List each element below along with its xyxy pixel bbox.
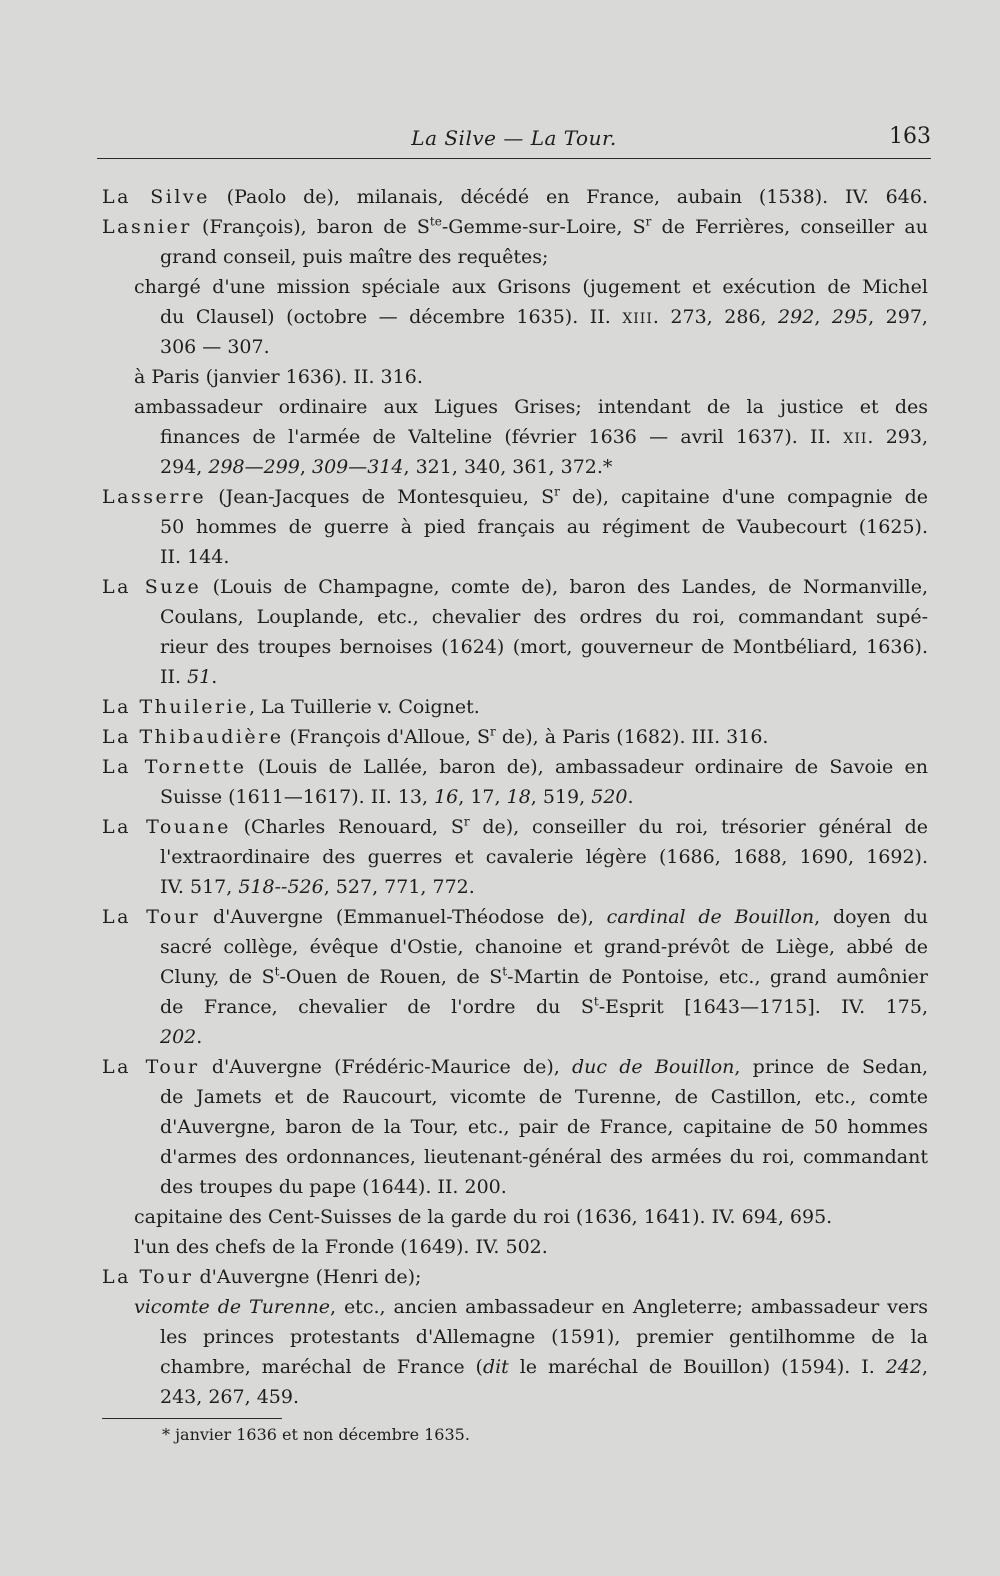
text-span: chambre, maréchal de France ( bbox=[160, 1356, 483, 1378]
text-span: 520 bbox=[591, 786, 628, 808]
text-line bbox=[102, 272, 928, 302]
text-span: IV. 517, bbox=[160, 876, 239, 898]
entry-headword: La Tour bbox=[102, 906, 201, 928]
text-span: cardinal de Bouillon bbox=[606, 906, 815, 928]
text-span: -Martin de Pontoise, etc., grand aumônier bbox=[507, 966, 928, 988]
text-span: II. bbox=[160, 666, 188, 688]
text-line bbox=[102, 962, 928, 992]
text-span: (Jean-Jacques de Montesquieu, S bbox=[206, 486, 555, 508]
text-span: sacré collège, évêque d'Ostie, chanoine et grand-prévôt de Liège, abbé de bbox=[160, 936, 928, 958]
text-span: 18 bbox=[506, 786, 531, 808]
text-line bbox=[102, 182, 928, 212]
text-line bbox=[102, 902, 928, 932]
superscript: r bbox=[645, 214, 652, 229]
text-span: 309—314 bbox=[311, 456, 404, 478]
text-span: (Louis de Lallée, baron de), ambassadeur ordinaire de Savoie en bbox=[246, 756, 928, 778]
text-line bbox=[102, 242, 928, 272]
text-span: . bbox=[211, 666, 218, 688]
text-line bbox=[102, 842, 928, 872]
text-span: , prince de Sedan, bbox=[734, 1056, 928, 1078]
text-span: l'extraordinaire des guerres et cavalerie légère (1686, 1688, 1690, 1692). bbox=[160, 846, 928, 868]
footnote-rule bbox=[102, 1418, 282, 1419]
page-number: 163 bbox=[889, 124, 931, 149]
text-line bbox=[102, 1142, 928, 1172]
text-span: . 273, 286, bbox=[652, 306, 779, 328]
text-line bbox=[102, 212, 928, 242]
text-line bbox=[102, 722, 928, 752]
text-line bbox=[102, 992, 928, 1022]
text-span: de France, chevalier de l'ordre du S bbox=[160, 996, 594, 1018]
text-span: finances de l'armée de Valteline (février 1636 — avril 1637). II. bbox=[160, 426, 844, 448]
text-span: 243, 267, 459. bbox=[160, 1386, 299, 1408]
text-line bbox=[102, 1202, 928, 1232]
text-span: capitaine des Cent-Suisses de la garde du roi (1636, 1641). IV. 694, 695. bbox=[134, 1206, 833, 1228]
text-line bbox=[102, 332, 928, 362]
text-span: 294, bbox=[160, 456, 209, 478]
text-span: de Ferrières, conseiller au bbox=[651, 216, 928, 238]
text-span: d'Auvergne (Frédéric-Maurice de), bbox=[199, 1056, 572, 1078]
text-span: de), conseiller du roi, trésorier général de bbox=[469, 816, 928, 838]
text-span: Coulans, Louplande, etc., chevalier des ordres du roi, commandant supé- bbox=[160, 606, 928, 628]
text-span: , La Tuillerie v. Coignet. bbox=[248, 696, 480, 718]
text-span: -Ouen de Rouen, de S bbox=[279, 966, 503, 988]
text-line bbox=[102, 632, 928, 662]
text-line bbox=[102, 1382, 928, 1412]
text-line bbox=[102, 1322, 928, 1352]
text-line bbox=[102, 782, 928, 812]
text-line bbox=[102, 1262, 928, 1292]
text-span: 298—299 bbox=[208, 456, 300, 478]
text-span: l'un des chefs de la Fronde (1649). IV. 502. bbox=[134, 1236, 548, 1258]
text-span: 518--526 bbox=[238, 876, 324, 898]
text-line bbox=[102, 692, 928, 722]
text-span: , 297, bbox=[868, 306, 928, 328]
text-span: (Charles Renouard, S bbox=[230, 816, 464, 838]
text-line bbox=[102, 1052, 928, 1082]
text-span: . bbox=[627, 786, 634, 808]
text-span: vicomte de Turenne bbox=[134, 1296, 330, 1318]
text-line bbox=[102, 872, 928, 902]
superscript: r bbox=[554, 484, 560, 499]
entry-headword: La Tour bbox=[102, 1056, 200, 1078]
text-span: 292 bbox=[778, 306, 815, 328]
text-span: , bbox=[921, 1356, 928, 1378]
text-span: du Clausel) (octobre — décembre 1635). II. bbox=[160, 306, 623, 328]
text-span: Suisse (1611—1617). II. 13, bbox=[160, 786, 435, 808]
entry-headword: La Suze bbox=[102, 576, 202, 598]
text-span: de), capitaine d'une compagnie de bbox=[559, 486, 928, 508]
text-line bbox=[102, 662, 928, 692]
superscript: t bbox=[593, 994, 599, 1009]
superscript: t bbox=[274, 964, 280, 979]
text-span: 51 bbox=[187, 666, 212, 688]
text-span: des troupes du pape (1644). II. 200. bbox=[160, 1176, 507, 1198]
superscript: r bbox=[463, 814, 470, 829]
text-span: duc de Bouillon bbox=[572, 1056, 735, 1078]
text-span: (François d'Alloue, S bbox=[283, 726, 491, 748]
text-line bbox=[102, 812, 928, 842]
text-line bbox=[102, 1232, 928, 1262]
entry-headword: La Thuilerie bbox=[102, 696, 249, 718]
superscript: te bbox=[429, 214, 442, 229]
text-span: . 293, bbox=[867, 426, 928, 448]
entry-headword: La Silve bbox=[102, 186, 210, 208]
text-span: le maréchal de Bouillon) (1594). I. bbox=[508, 1356, 886, 1378]
text-span: XIII bbox=[622, 311, 653, 327]
text-span: , 17, bbox=[458, 786, 507, 808]
text-span: XII bbox=[843, 431, 868, 447]
text-span: chargé d'une mission spéciale aux Grisons (jugement et exécution de Michel bbox=[134, 276, 928, 298]
text-line bbox=[102, 1172, 928, 1202]
text-span: (Louis de Champagne, comte de), baron des Landes, de Normanville, bbox=[201, 576, 928, 598]
text-span: , bbox=[299, 456, 312, 478]
superscript: r bbox=[490, 724, 496, 739]
header-rule bbox=[97, 158, 931, 159]
text-line bbox=[102, 362, 928, 392]
text-line bbox=[102, 1112, 928, 1142]
text-span: 242 bbox=[885, 1356, 922, 1378]
text-span: les princes protestants d'Allemagne (1591), premier gentilhomme de la bbox=[160, 1326, 928, 1348]
text-line bbox=[102, 572, 928, 602]
entry-headword: La Tornette bbox=[102, 756, 247, 778]
text-span: 50 hommes de guerre à pied français au régiment de Vaubecourt (1625). bbox=[160, 516, 928, 538]
text-span: 202 bbox=[160, 1026, 197, 1048]
text-span: à Paris (janvier 1636). II. 316. bbox=[134, 366, 423, 388]
entry-headword: La Thibaudière bbox=[102, 726, 284, 748]
text-span: d'Auvergne (Emmanuel-Théodose de), bbox=[200, 906, 607, 928]
text-span: . bbox=[196, 1026, 203, 1048]
text-span: , doyen du bbox=[814, 906, 929, 928]
text-span: , 321, 340, 361, 372.* bbox=[403, 456, 613, 478]
text-span: 306 — 307. bbox=[160, 336, 270, 358]
text-span: , etc., ancien ambassadeur en Angleterre; ambassadeur vers bbox=[329, 1296, 928, 1318]
index-entries bbox=[102, 182, 928, 1412]
text-span: grand conseil, puis maître des requêtes; bbox=[160, 246, 549, 268]
text-line bbox=[102, 1022, 928, 1052]
text-line bbox=[102, 932, 928, 962]
text-span: 16 bbox=[434, 786, 459, 808]
text-line bbox=[102, 1292, 928, 1322]
text-span: , 527, 771, 772. bbox=[323, 876, 475, 898]
text-line bbox=[102, 602, 928, 632]
text-span: , 519, bbox=[530, 786, 592, 808]
text-span: rieur des troupes bernoises (1624) (mort, gouverneur de Montbéliard, 1636). bbox=[160, 636, 928, 658]
entry-headword: Lasnier bbox=[102, 216, 192, 238]
entry-headword: Lasserre bbox=[102, 486, 207, 508]
running-title: La Silve — La Tour. bbox=[411, 126, 617, 150]
text-span: 295 bbox=[831, 306, 869, 328]
text-line bbox=[102, 752, 928, 782]
text-span: de), à Paris (1682). III. 316. bbox=[495, 726, 769, 748]
text-span: , bbox=[814, 306, 832, 328]
text-line bbox=[102, 1082, 928, 1112]
text-span: II. 144. bbox=[160, 546, 230, 568]
text-span: ambassadeur ordinaire aux Ligues Grises; intendant de la justice et des bbox=[134, 396, 928, 418]
entry-headword: La Touane bbox=[102, 816, 231, 838]
footnote: * janvier 1636 et non décembre 1635. bbox=[162, 1425, 470, 1444]
text-span: de Jamets et de Raucourt, vicomte de Turenne, de Castillon, etc., comte bbox=[160, 1086, 928, 1108]
text-span: d'Auvergne (Henri de); bbox=[193, 1266, 422, 1288]
text-line bbox=[102, 542, 928, 572]
text-line bbox=[102, 1352, 928, 1382]
text-line bbox=[102, 482, 928, 512]
text-line bbox=[102, 422, 928, 452]
text-span: dit bbox=[482, 1356, 509, 1378]
text-line bbox=[102, 512, 928, 542]
page-header bbox=[97, 120, 931, 160]
text-span: -Esprit [1643—1715]. IV. 175, bbox=[598, 996, 928, 1018]
entry-headword: La Tour bbox=[102, 1266, 194, 1288]
text-span: d'Auvergne, baron de la Tour, etc., pair de France, capitaine de 50 hommes bbox=[160, 1116, 928, 1138]
text-span: d'armes des ordonnances, lieutenant-général des armées du roi, commandant bbox=[160, 1146, 928, 1168]
text-line bbox=[102, 452, 928, 482]
text-line bbox=[102, 302, 928, 332]
text-span: Cluny, de S bbox=[160, 966, 275, 988]
text-span: (François), baron de S bbox=[191, 216, 430, 238]
text-line bbox=[102, 392, 928, 422]
text-span: (Paolo de), milanais, décédé en France, aubain (1538). IV. 646. bbox=[209, 186, 928, 208]
superscript: t bbox=[502, 964, 508, 979]
text-span: -Gemme-sur-Loire, S bbox=[441, 216, 646, 238]
